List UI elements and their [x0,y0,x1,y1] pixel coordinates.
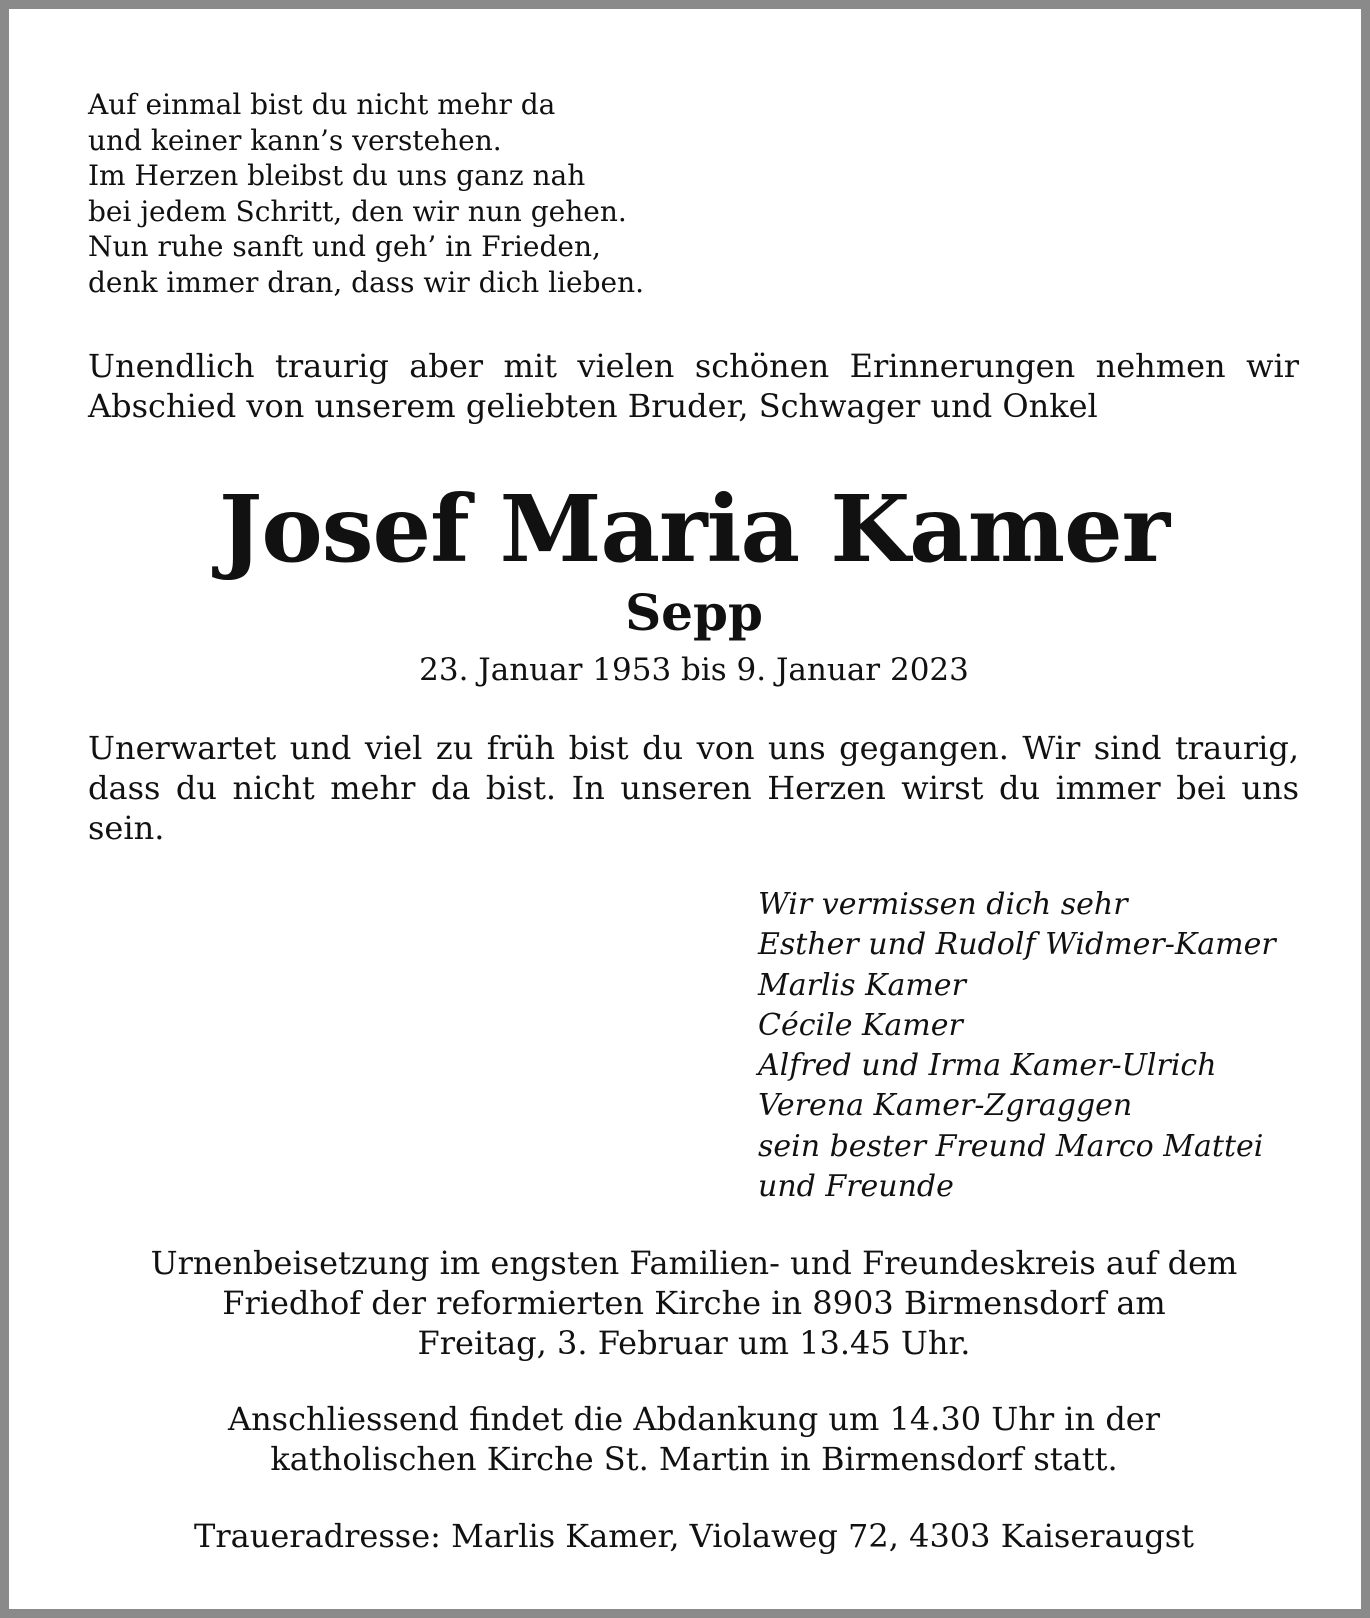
mourners-line: Esther und Rudolf Widmer-Kamer [758,927,1276,963]
poem-line: Nun ruhe sanft und geh’ in Frieden, [88,230,601,263]
mourning-address: Traueradresse: Marlis Kamer, Violaweg 72, 4303 Kaiseraugst [193,1517,1195,1555]
mourners-line: Alfred und Irma Kamer-Ulrich [758,1048,1217,1084]
mourners-line: Verena Kamer-Zgraggen [758,1088,1133,1124]
burial-info [9,1243,1370,1363]
ceremony-line: katholischen Kirche St. Martin in Birmensdorf statt. [270,1440,1118,1478]
life-dates: 23. Januar 1953 bis 9. Januar 2023 [419,652,969,688]
poem-line: Im Herzen bleibst du uns ganz nah [88,159,586,192]
deceased-nickname: Sepp [625,583,763,642]
mourners-line: und Freunde [758,1169,954,1205]
mourners-line: Marlis Kamer [758,967,966,1003]
intro-paragraph: Unendlich traurig aber mit vielen schönen Erinnerungen nehmen wir Abschied von unserem geliebten Bruder, Schwager und Onkel [88,347,1299,425]
poem [88,87,788,300]
burial-line: Urnenbeisetzung im engsten Familien- und Freundeskreis auf dem [150,1244,1238,1282]
mourners-line: Wir vermissen dich sehr [758,887,1128,922]
ceremony-info [9,1399,1370,1479]
mourners-line: sein bester Freund Marco Mattei [758,1128,1264,1164]
mourners-line: Cécile Kamer [758,1007,963,1043]
poem-line: Auf einmal bist du nicht mehr da [88,88,556,121]
ceremony-line: Anschliessend findet die Abdankung um 14.30 Uhr in der [227,1400,1161,1438]
burial-line: Freitag, 3. Februar um 13.45 Uhr. [417,1324,971,1362]
message-paragraph: Unerwartet und viel zu früh bist du von uns gegangen. Wir sind traurig, dass du nicht mehr da bist. In unseren Herzen wirst du immer bei uns sein. [88,729,1299,847]
burial-line: Friedhof der reformierten Kirche in 8903 Birmensdorf am [222,1284,1166,1322]
poem-line: denk immer dran, dass wir dich lieben. [88,265,645,299]
deceased-name: Josef Maria Kamer [218,475,1170,583]
poem-line: und keiner kann’s verstehen. [88,123,502,157]
mourners-list [758,885,1358,1207]
poem-line: bei jedem Schritt, den wir nun gehen. [88,194,627,228]
